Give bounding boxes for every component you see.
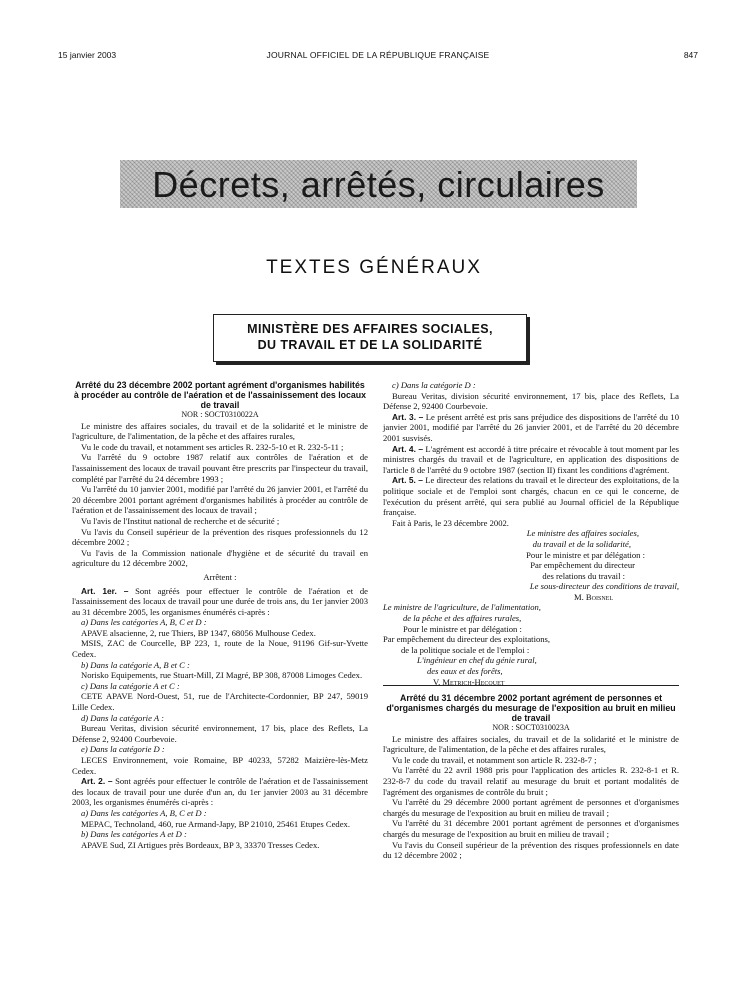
article-text: Le présent arrêté est pris sans préjudice des dispositions de l'arrêté du 10 janvier 2001, modifié par l'arrêté du 26 janvier 2001, et de l'arrêté du 20 décembre 2001 susvisés. (383, 411, 679, 443)
visa: Vu l'avis du Conseil supérieur de la prévention des risques professionnels en date du 12 décembre 2002 ; (383, 839, 679, 861)
article-label: Art. 3. – (392, 411, 424, 422)
article-text: Sont agréés pour effectuer le contrôle de l'aération et de l'assainissement des locaux de travail pour une durée d'un an, du 1er janvier 2003 au 31 décembre 2003, les organismes énumérés ci-après : (72, 776, 368, 808)
article-1 (72, 586, 368, 618)
visa: Vu l'avis de la Commission nationale d'hygiène et de sécurité du travail en agriculture du 12 décembre 2002, (72, 547, 368, 569)
organism: Norisko Equipements, rue Stuart-Mill, ZI Magré, BP 308, 87008 Limoges Cedex. (81, 670, 363, 681)
organism: MSIS, ZAC de Courcelle, BP 223, 1, route de la Noue, 91196 Gif-sur-Yvette Cedex. (72, 638, 368, 660)
organism: MEPAC, Technoland, 460, rue Armand-Japy, BP 21010, 25461 Etupes Cedex. (81, 818, 350, 829)
visa: Vu l'arrêté du 29 décembre 2000 portant agrément de personnes et d'organismes chargés du mesurage de l'exposition au bruit en milieu de travail ; (383, 797, 679, 818)
article-5 (383, 475, 679, 517)
page-number: 847 (683, 50, 698, 60)
section-banner (120, 160, 637, 208)
article-label: Art. 5. – (392, 475, 423, 486)
ministry-line-2: DU TRAVAIL ET DE LA SOLIDARITÉ (257, 338, 483, 352)
organism: APAVE Sud, ZI Artigues près Bordeaux, BP 3, 33370 Tresses Cedex. (81, 839, 320, 850)
category: c) Dans la catégorie A et C : (81, 680, 180, 691)
visa: Vu l'arrêté du 22 avril 1988 pris pour l'application des articles R. 232-8-1 et R. 232-8-7 du code du travail relatif au mesurage du bruit et portant modalités de l'agrément des organismes de contrôle du bruit ; (383, 765, 679, 797)
ministry-box (213, 314, 527, 362)
decree-2 (383, 693, 679, 861)
header-date: 15 janvier 2003 (58, 50, 117, 60)
right-column (383, 380, 679, 687)
delegation: Pour le ministre et par délégation : (526, 549, 645, 560)
done-at: Fait à Paris, le 23 décembre 2002. (392, 517, 509, 528)
article-4 (383, 444, 679, 476)
article-label: Art. 1er. – (81, 585, 129, 596)
article-text: L'agrément est accordé à titre précaire et révocable à tout moment par les ministres chargés du travail et de l'agriculture, en application des dispositions de l'article 8 de l'arrêté du 9 octobre 1987 (section II) fixant les conditions d'agrément. (383, 443, 679, 475)
left-column (72, 380, 368, 850)
visa: Vu l'avis de l'Institut national de recherche et de sécurité ; (81, 515, 280, 526)
ministry-line-1: MINISTÈRE DES AFFAIRES SOCIALES, (247, 322, 493, 336)
category: a) Dans les catégories A, B, C et D : (81, 807, 207, 818)
delegation: des relations du travail : (542, 570, 625, 581)
signatory-title: de la pêche et des affaires rurales, (403, 613, 522, 624)
signatory-title: des eaux et des forêts, (427, 666, 503, 677)
banner-title: Décrets, arrêtés, circulaires (152, 164, 605, 205)
visa: Vu l'arrêté du 9 octobre 1987 relatif aux contrôles de l'aération et de l'assainissement des locaux de travail pouvant être prescrits par l'inspecteur du travail, complété par l'arrêté du 24 décembre 1993 ; (72, 452, 368, 484)
signatory-title: L'ingénieur en chef du génie rural, (417, 655, 537, 666)
journal-title: JOURNAL OFFICIEL DE LA RÉPUBLIQUE FRANÇAISE (266, 50, 490, 60)
organism: CETE APAVE Nord-Ouest, 51, rue de l'Architecte-Cordonnier, BP 247, 59019 Lille Cedex. (72, 691, 368, 713)
signatory-title: du travail et de la solidarité, (532, 538, 631, 549)
category: d) Dans la catégorie A : (81, 712, 164, 723)
organism: Bureau Veritas, division sécurité environnement, 17 bis, place des Reflets, La Défense 2, 92400 Courbevoie. (72, 723, 368, 744)
running-header (58, 50, 698, 64)
delegation: Par empêchement du directeur des exploitations, (383, 634, 551, 645)
visa: Vu l'arrêté du 31 décembre 2001 portant agrément de personnes et d'organismes chargés du mesurage de l'exposition au bruit en milieu de travail ; (383, 818, 679, 839)
organism: Bureau Veritas, division sécurité environnement, 17 bis, place des Reflets, La Défense 2, 92400 Courbevoie. (383, 390, 679, 412)
visa: Vu l'arrêté du 10 janvier 2001, modifié par l'arrêté du 26 janvier 2001, et l'arrêté du 20 décembre 2001 portant agrément d'organismes habilités à procéder au contrôle de l'aération et de l'assainissement des locaux de travail ; (72, 484, 368, 516)
organism: APAVE alsacienne, 2, rue Thiers, BP 1347, 68056 Mulhouse Cedex. (81, 627, 316, 638)
signatory-name: M. Boisnel (573, 591, 613, 602)
decree-intro: Le ministre des affaires sociales, du travail et de la solidarité et le ministre de l'agriculture, de l'alimentation, de la pêche et des affaires rurales, (72, 420, 368, 442)
signatory-name: V. Metrich-Hecquet (433, 676, 505, 687)
signatory-title: Le sous-directeur des conditions de travail, (529, 581, 679, 592)
category: b) Dans les catégories A et D : (81, 829, 187, 840)
article-text: Sont agréés pour effectuer le contrôle de l'aération et de l'assainissement des locaux de travail pour une durée de trois ans, du 1er janvier 2003 au 31 décembre 2005, les organismes énumérés ci-après : (72, 585, 368, 617)
category: a) Dans les catégories A, B, C et D : (81, 617, 207, 628)
article-label: Art. 2. – (81, 776, 113, 787)
category: e) Dans la catégorie D : (81, 744, 165, 755)
category: b) Dans la catégorie A, B et C : (81, 659, 190, 670)
signatory-title: Le ministre de l'agriculture, de l'alimentation, (383, 602, 541, 613)
delegation: Pour le ministre et par délégation : (403, 623, 522, 634)
organism: LECES Environnement, voie Romaine, BP 40233, 57282 Maizière-lès-Metz Cedex. (72, 755, 368, 776)
delegation: de la politique sociale et de l'emploi : (401, 644, 530, 655)
decree-intro: Le ministre des affaires sociales, du travail et de la solidarité et le ministre de l'agriculture, de l'alimentation, de la pêche et des affaires rurales, (383, 733, 679, 755)
article-3 (383, 412, 679, 444)
article-2 (72, 776, 368, 808)
section-title: TEXTES GÉNÉRAUX (266, 257, 482, 278)
category: c) Dans la catégorie D : (392, 380, 476, 390)
delegation: Par empêchement du directeur (530, 560, 635, 571)
arretent: Arrêtent : (203, 571, 237, 582)
separator-rule (383, 685, 679, 686)
article-text: Le directeur des relations du travail et le directeur des exploitations, de la politique sociale et de l'emploi sont chargés, chacun en ce qui le concerne, de l'exécution du présent arrêté, qui sera publié au Journal officiel de la République française. (383, 475, 679, 518)
visa: Vu l'avis du Conseil supérieur de la prévention des risques professionnels du 12 décembre 2002 ; (72, 526, 368, 548)
decree-nor: NOR : SOCT0310023A (492, 723, 570, 732)
decree-nor: NOR : SOCT0310022A (181, 410, 259, 419)
decree-title: Arrêté du 23 décembre 2002 portant agrément d'organismes habilités à procéder au contrôle de l'aération et de l'assainissement des locaux de travail (73, 380, 367, 410)
signatory-title: Le ministre des affaires sociales, (526, 528, 639, 539)
visa: Vu le code du travail, et notamment ses articles R. 232-5-10 et R. 232-5-11 ; (81, 441, 344, 452)
decree-title: Arrêté du 31 décembre 2002 portant agrément de personnes et d'organismes chargés du mesurage de l'exposition au bruit en milieu de travail (386, 693, 676, 723)
visa: Vu le code du travail, et notamment son article R. 232-8-7 ; (392, 754, 597, 765)
article-label: Art. 4. – (392, 443, 424, 454)
